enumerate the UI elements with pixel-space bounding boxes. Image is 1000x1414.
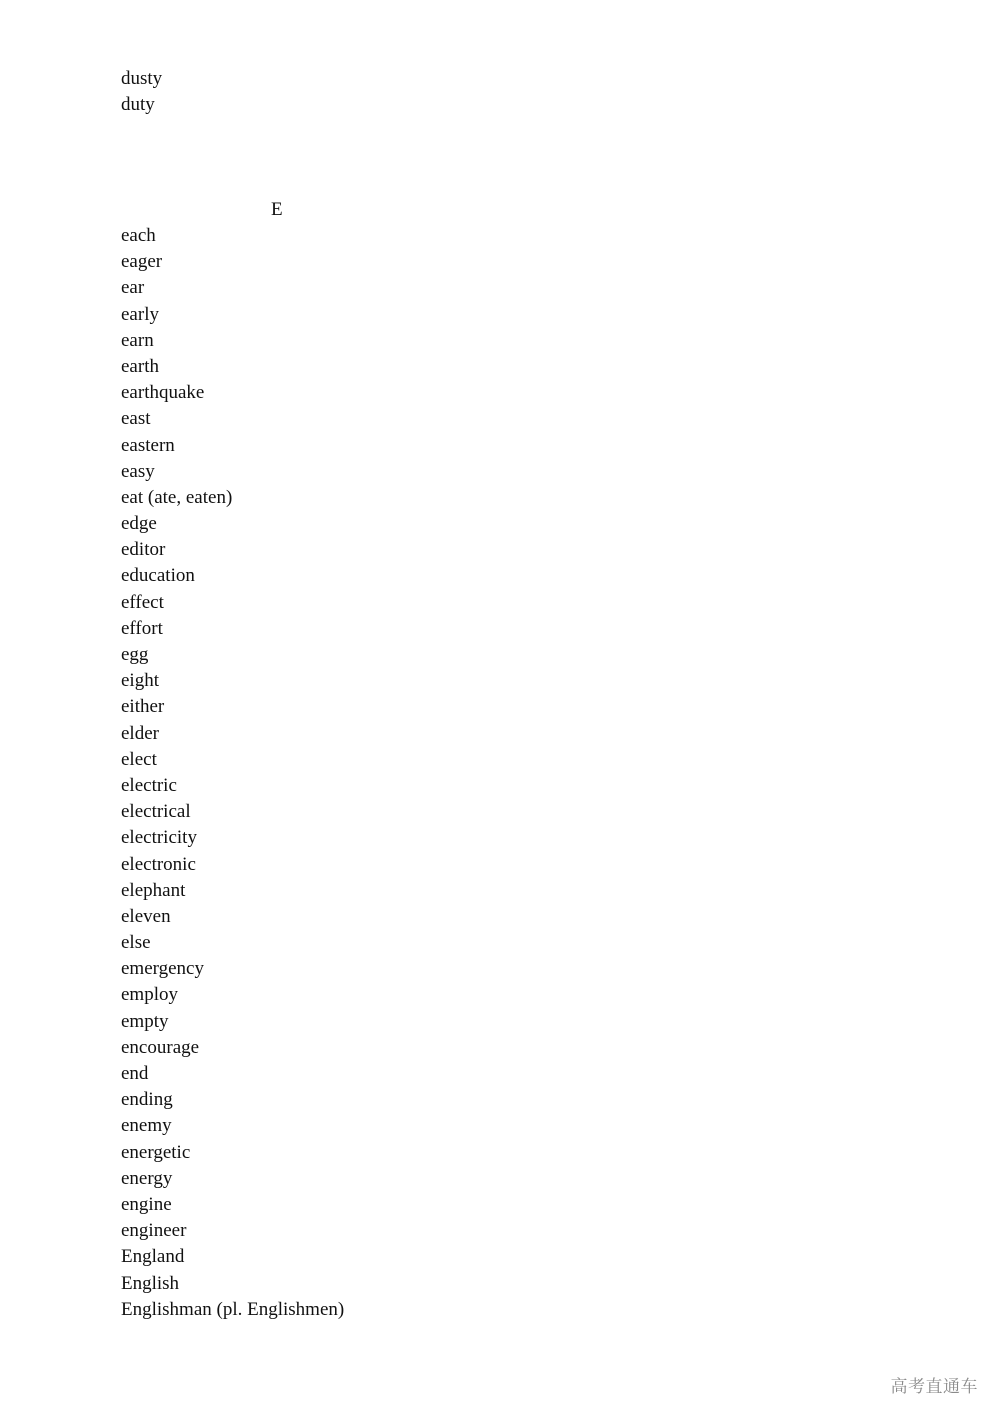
word-entry: earth — [121, 355, 159, 377]
word-entry: education — [121, 565, 195, 587]
word-entry: eastern — [121, 434, 175, 456]
word-entry: eight — [121, 670, 159, 692]
word-entry: electric — [121, 774, 177, 796]
word-entry: elder — [121, 722, 159, 744]
word-entry: each — [121, 225, 156, 246]
word-entry: either — [121, 696, 165, 718]
word-entry: edge — [121, 513, 157, 535]
word-entry: employ — [121, 984, 178, 1006]
word-entry: emergency — [121, 958, 204, 980]
word-entry: empty — [121, 1010, 169, 1032]
word-entry: editor — [121, 539, 166, 561]
word-entry: enemy — [121, 1115, 172, 1137]
word-entry: elephant — [121, 879, 186, 901]
word-entry: encourage — [121, 1036, 200, 1058]
word-entry: early — [121, 303, 159, 325]
word-entry: end — [121, 1063, 149, 1084]
word-list-e — [121, 223, 344, 1323]
word-entry: English — [121, 1272, 180, 1294]
word-entry: eleven — [121, 905, 171, 927]
word-entry: energetic — [121, 1141, 191, 1163]
word-entry: energy — [121, 1167, 173, 1189]
word-entry: ending — [121, 1089, 173, 1111]
watermark: 高考直通车 — [890, 1377, 978, 1397]
word-entry: easy — [121, 460, 155, 482]
word-entry: earn — [121, 329, 154, 351]
word-entry: duty — [121, 94, 155, 116]
word-entry: Englishman (pl. Englishmen) — [121, 1298, 345, 1320]
word-entry: eat (ate, eaten) — [121, 486, 233, 508]
word-entry: effort — [121, 617, 163, 639]
word-entry: electronic — [121, 853, 196, 875]
word-entry: England — [121, 1246, 185, 1268]
word-entry: engineer — [121, 1220, 187, 1242]
word-entry: electrical — [121, 801, 191, 823]
word-entry: east — [121, 408, 151, 430]
word-entry: electricity — [121, 827, 197, 849]
word-entry: effect — [121, 591, 164, 613]
word-entry: dusty — [121, 68, 163, 89]
word-entry: earthquake — [121, 382, 205, 404]
word-entry: egg — [121, 644, 149, 665]
section-heading-e: E — [271, 199, 283, 220]
word-list-d-continued — [121, 66, 162, 118]
word-entry: elect — [121, 748, 157, 770]
word-entry: ear — [121, 277, 145, 299]
word-entry: else — [121, 932, 151, 954]
word-entry: eager — [121, 251, 163, 273]
word-entry: engine — [121, 1193, 172, 1215]
